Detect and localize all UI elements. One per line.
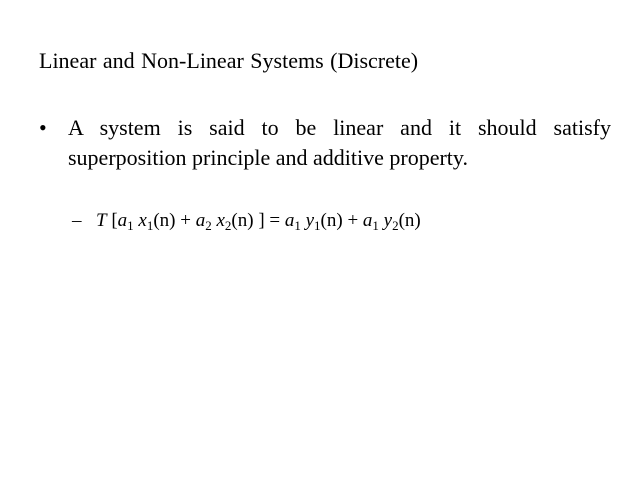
eq-arg: (n) bbox=[153, 210, 176, 231]
eq-subscript: 1 bbox=[294, 218, 301, 233]
eq-symbol: y bbox=[305, 210, 315, 231]
eq-symbol: y bbox=[383, 210, 393, 231]
eq-symbol: a bbox=[284, 210, 295, 231]
eq-coef-a1 bbox=[285, 210, 301, 231]
eq-subscript: 2 bbox=[392, 218, 399, 233]
eq-coef-a2 bbox=[196, 210, 212, 231]
eq-subscript: 2 bbox=[224, 218, 232, 233]
eq-coef-a1 bbox=[118, 210, 134, 231]
eq-open-bracket: [ bbox=[106, 210, 118, 231]
bullet-marker: • bbox=[39, 115, 47, 140]
sub-bullet-item bbox=[72, 208, 421, 239]
eq-input-x1 bbox=[138, 210, 153, 231]
bullet-text: A system is said to be linear and it should satisfy superposition principle and additive property. bbox=[68, 115, 611, 170]
eq-arg: (n) bbox=[231, 210, 254, 231]
eq-output-y2 bbox=[384, 210, 399, 231]
eq-arg: (n) bbox=[320, 210, 343, 231]
eq-coef-a1 bbox=[363, 210, 379, 231]
eq-subscript: 2 bbox=[205, 218, 212, 233]
equation bbox=[96, 210, 421, 231]
eq-symbol: a bbox=[195, 210, 206, 231]
eq-symbol: a bbox=[362, 210, 373, 231]
eq-subscript: 1 bbox=[146, 218, 154, 233]
eq-plus: + bbox=[342, 210, 363, 231]
sub-bullet-marker: – bbox=[72, 210, 82, 231]
eq-subscript: 1 bbox=[314, 218, 321, 233]
slide-title: Linear and Non-Linear Systems (Discrete) bbox=[39, 48, 419, 73]
eq-operator-t: T bbox=[96, 210, 107, 231]
eq-input-x2 bbox=[216, 210, 231, 231]
eq-symbol: a bbox=[117, 210, 128, 231]
eq-close-equals: ] = bbox=[253, 210, 285, 231]
eq-arg: (n) bbox=[398, 210, 421, 231]
bullet-item bbox=[39, 113, 611, 173]
eq-symbol: x bbox=[216, 210, 225, 231]
eq-plus: + bbox=[175, 210, 196, 231]
eq-output-y1 bbox=[306, 210, 321, 231]
eq-symbol: x bbox=[138, 210, 147, 231]
eq-subscript: 1 bbox=[372, 218, 379, 233]
eq-subscript: 1 bbox=[127, 218, 134, 233]
